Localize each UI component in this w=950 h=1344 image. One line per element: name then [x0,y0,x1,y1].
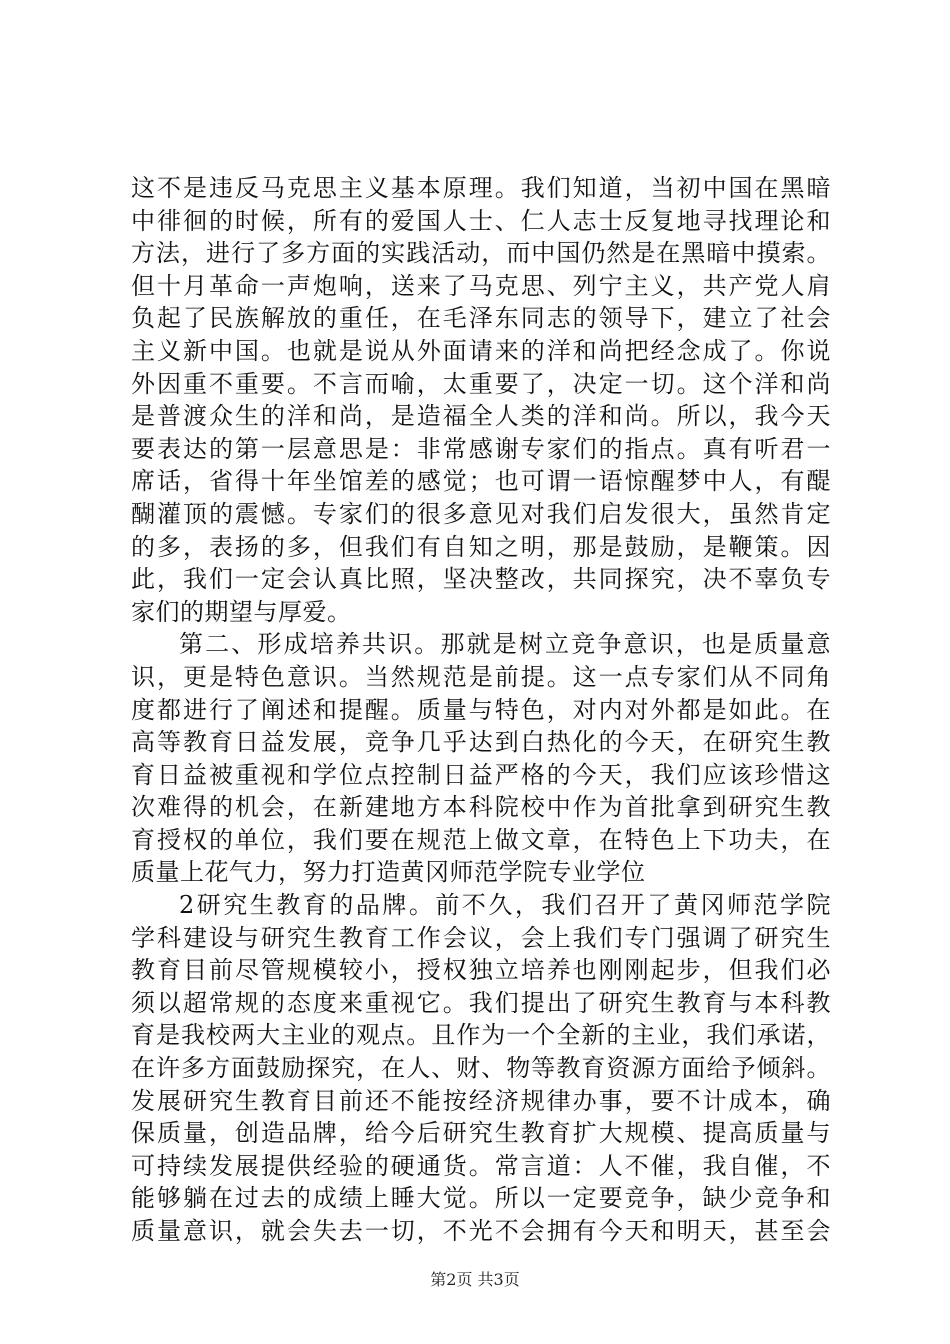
text-line: 但十月革命一声炮响，送来了马克思、列宁主义，共产党人肩 [131,271,831,300]
document-body [131,172,831,1248]
text-line: 醐灌顶的震憾。专家们的很多意见对我们启发很大，虽然肯定 [131,499,831,528]
text-line: 质量上花气力，努力打造黄冈师范学院专业学位 [131,858,646,887]
text-line: 保质量，创造品牌，给今后研究生教育扩大规模、提高质量与 [131,1119,831,1148]
text-line: 的多，表扬的多，但我们有自知之明，那是鼓励，是鞭策。因 [131,532,831,561]
text-line: 高等教育日益发展，竞争几乎达到白热化的今天，在研究生教 [131,728,831,757]
text-line: 主义新中国。也就是说从外面请来的洋和尚把经念成了。你说 [131,336,831,365]
text-line: 次难得的机会，在新建地方本科院校中作为首批拿到研究生教 [131,793,831,822]
text-line: 须以超常规的态度来重视它。我们提出了研究生教育与本科教 [131,988,831,1017]
text-line: 度都进行了阐述和提醒。质量与特色，对内对外都是如此。在 [131,695,831,724]
text-line: 育是我校两大主业的观点。且作为一个全新的主业，我们承诺， [131,1021,831,1050]
text-line: 此，我们一定会认真比照，坚决整改，共同探究，决不辜负专 [131,565,831,594]
text-line: 要表达的第一层意思是：非常感谢专家们的指点。真有听君一 [131,434,831,463]
text-line: 是普渡众生的洋和尚，是造福全人类的洋和尚。所以，我今天 [131,402,831,431]
text-line: 能够躺在过去的成绩上睡大觉。所以一定要竞争，缺少竞争和 [131,1184,831,1213]
text-line: 方法，进行了多方面的实践活动，而中国仍然是在黑暗中摸索。 [131,239,831,268]
text-line: 2研究生教育的品牌。前不久，我们召开了黄冈师范学院 [179,891,831,920]
text-line: 席话，省得十年坐馆差的感觉；也可谓一语惊醒梦中人，有醍 [131,467,831,496]
text-line: 家们的期望与厚爱。 [131,597,352,626]
text-line: 育日益被重视和学位点控制日益严格的今天，我们应该珍惜这 [131,760,831,789]
text-line: 育授权的单位，我们要在规范上做文章，在特色上下功夫，在 [131,825,831,854]
text-line: 这不是违反马克思主义基本原理。我们知道，当初中国在黑暗 [131,174,831,202]
text-line: 学科建设与研究生教育工作会议，会上我们专门强调了研究生 [131,923,831,952]
text-line: 负起了民族解放的重任，在毛泽东同志的领导下，建立了社会 [131,304,831,333]
page-footer: 第2页 共3页 [430,1270,520,1289]
text-line: 发展研究生教育目前还不能按经济规律办事，要不计成本，确 [131,1086,831,1115]
text-line: 第二、形成培养共识。那就是树立竞争意识，也是质量意 [179,630,831,659]
text-line: 教育目前尽管规模较小，授权独立培养也刚刚起步，但我们必 [131,956,831,985]
text-line: 中徘徊的时候，所有的爱国人士、仁人志士反复地寻找理论和 [131,206,831,235]
text-line: 可持续发展提供经验的硬通货。常言道：人不催，我自催，不 [131,1151,831,1180]
text-line: 识，更是特色意识。当然规范是前提。这一点专家们从不同角 [131,662,831,691]
text-line: 质量意识，就会失去一切，不光不会拥有今天和明天，甚至会 [131,1217,831,1245]
text-line: 外因重不重要。不言而喻，太重要了，决定一切。这个洋和尚 [131,369,831,398]
text-line: 在许多方面鼓励探究，在人、财、物等教育资源方面给予倾斜。 [131,1054,831,1083]
